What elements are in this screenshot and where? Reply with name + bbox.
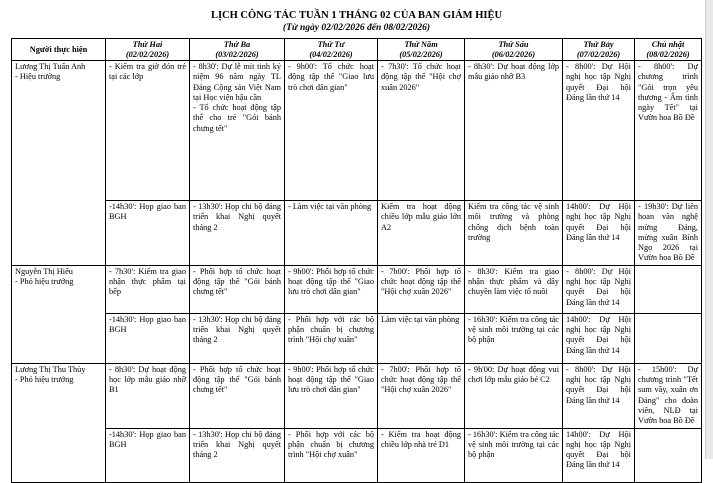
header-day-tue: [190, 39, 285, 61]
document-title: LỊCH CÔNG TÁC TUẦN 1 THÁNG 02 CỦA BAN GIÁM HIỆU: [210, 10, 503, 21]
schedule-cell: - 8h00': Dự Hội nghị học tập Nghị quyết Đại hội Đảng lần thứ 14: [563, 61, 635, 201]
day-name: Thứ Sáu: [498, 40, 529, 49]
header-person: Người thực hiện: [12, 39, 106, 61]
schedule-cell: - Phối hợp tổ chức hoạt động tập thể "Gói bánh chưng tết": [190, 265, 285, 313]
schedule-cell: [635, 313, 702, 363]
schedule-cell: - 8h30': Dự lễ mít tinh kỷ niệm 96 năm ngày TL Đảng Cộng sản Việt Nam tại Học viện hậu cần - Tổ chức hoạt động tập thể cho trẻ "Gói bánh chưng tết": [190, 61, 285, 201]
schedule-cell: - 8h00': Dự Hội nghị học tập Nghị quyết Đại hội Đảng lần thứ 14: [563, 265, 635, 313]
schedule-cell: -14h30': Họp giao ban BGH: [106, 313, 190, 363]
schedule-cell: - 7h00': Phối hợp tổ chức hoạt động tập thể "Hội chợ xuân 2026": [378, 363, 465, 428]
schedule-cell: - 9h00': Phối hợp tổ chức hoạt động tập thể "Giao lưu trò chơi dân gian": [285, 265, 378, 313]
header-day-thu: [378, 39, 465, 61]
schedule-cell: - 8h30': Kiểm tra giao nhận thực phẩm và dây chuyền làm việc tổ nuôi: [465, 265, 563, 313]
schedule-cell: - 19h30': Dự liên hoan văn nghệ mừng Đảng, mừng xuân Bính Ngọ 2026 tại Vườn hoa Bồ Đề: [635, 201, 702, 266]
day-name: Thứ Năm: [404, 40, 438, 49]
schedule-cell: 14h00': Dự Hội nghị học tập Nghị quyết Đại hội Đảng lần thứ 14: [563, 428, 635, 482]
schedule-row-morning: [12, 61, 702, 201]
schedule-cell: 14h00': Dự Hội nghị học tập Nghị quyết Đại hội Đảng lần thứ 14: [563, 201, 635, 266]
schedule-row-morning: [12, 363, 702, 428]
schedule-cell: Kiểm tra hoạt động chiều lớp mẫu giáo lớn A2: [378, 201, 465, 266]
schedule-row-afternoon: [12, 201, 702, 266]
schedule-row-afternoon: [12, 428, 702, 482]
schedule-cell: - 15h00': Dự chương trình "Tết sum vầy, xuân ơn Đảng" cho đoàn viên, NLĐ tại Vườn hoa Bồ Đề: [635, 363, 702, 428]
schedule-cell: - 7h30': Kiểm tra giao nhận thực phẩm tại bếp: [106, 265, 190, 313]
person-name: Nguyễn Thị Hiếu: [15, 266, 73, 276]
schedule-cell: - 13h30': Họp chi bộ đảng triển khai Nghị quyết tháng 2: [190, 201, 285, 266]
person-role: - Hiệu trưởng: [15, 72, 61, 82]
schedule-cell: - Kiểm tra hoạt động chiều lớp nhà trẻ D1: [378, 428, 465, 482]
schedule-cell: - 9h'00: Dự hoạt động vui chơi lớp mẫu giáo bé C2: [465, 363, 563, 428]
day-date: (04/02/2026): [309, 49, 353, 59]
day-date: (05/02/2026): [399, 49, 443, 59]
schedule-table: [11, 38, 702, 483]
schedule-cell: - 16h30': Kiểm tra công tác vệ sinh môi trường tại các bộ phận: [465, 428, 563, 482]
schedule-row-afternoon: [12, 313, 702, 363]
schedule-cell: - 16h30': Kiểm tra công tác vệ sinh môi trường tại các bộ phận: [465, 313, 563, 363]
day-name: Thứ Bảy: [583, 40, 614, 49]
person-cell: [12, 61, 106, 266]
person-cell: [12, 265, 106, 363]
header-day-sat: [563, 39, 635, 61]
schedule-cell: - 7h00': Phối hợp tổ chức hoạt động tập thể "Hội chợ xuân 2026": [378, 265, 465, 313]
day-date: (03/02/2026): [215, 49, 259, 59]
schedule-cell: - 13h30': Họp chi bộ đảng triển khai Nghị quyết tháng 2: [190, 428, 285, 482]
schedule-cell: - Phối hợp tổ chức hoạt động tập thể "Gói bánh chưng tết": [190, 363, 285, 428]
schedule-cell: - 9h00': Phối hợp tổ chức hoạt động tập thể "Giao lưu trò chơi dân gian": [285, 363, 378, 428]
schedule-cell: 14h00': Dự Hội nghị học tập Nghị quyết Đại hội Đảng lần thứ 14: [563, 313, 635, 363]
schedule-cell: [635, 265, 702, 313]
person-name: Lương Thị Tuấn Anh: [15, 62, 86, 71]
person-cell: [12, 363, 106, 482]
header-day-mon: [106, 39, 190, 61]
schedule-cell: -14h30': Họp giao ban BGH: [106, 201, 190, 266]
day-date: (07/02/2026): [576, 49, 621, 59]
document-subtitle: (Từ ngày 02/02/2026 đến 08/02/2026): [282, 23, 431, 33]
person-role: - Phó hiệu trưởng: [15, 277, 74, 287]
schedule-cell: - Phối hợp với các bộ phận chuẩn bị chương trình "Hội chợ xuân": [285, 313, 378, 363]
day-date: (08/02/2026): [646, 49, 690, 59]
day-date: (02/02/2026): [125, 49, 170, 59]
day-name: Chủ nhật: [651, 40, 685, 49]
schedule-cell: - 8h30': Dự hoạt động lớp mẫu giáo nhỡ B3: [465, 61, 563, 201]
header-day-wed: [285, 39, 378, 61]
day-name: Thứ Ba: [223, 40, 251, 49]
schedule-cell: - Làm việc tại văn phòng: [285, 201, 378, 266]
day-name: Thứ Hai: [132, 40, 163, 49]
header-day-fri: [465, 39, 563, 61]
schedule-cell: Làm việc tại văn phòng: [378, 313, 465, 363]
day-name: Thứ Tư: [317, 40, 345, 49]
schedule-cell: - 13h30': Họp chi bộ đảng triển khai Nghị quyết tháng 2: [190, 313, 285, 363]
schedule-row-morning: [12, 265, 702, 313]
schedule-cell: - 7h30': Tổ chức hoạt động tập thể "Hội chợ xuân 2026": [378, 61, 465, 201]
schedule-cell: - 8h30': Dự hoạt động học lớp mẫu giáo nhỡ B1: [106, 363, 190, 428]
schedule-cell: -14h30': Họp giao ban BGH: [106, 428, 190, 482]
schedule-cell: - Kiểm tra giờ đón trẻ tại các lớp: [106, 61, 190, 201]
header-row: [12, 39, 702, 61]
schedule-cell: - 8h00': Dự chương trình "Gói trọn yêu thương - Ấm tình ngày Tết" tại Vườn hoa Bồ Đề: [635, 61, 702, 201]
schedule-cell: Kiểm tra công tác vệ sinh môi trường và phòng chống dịch bệnh toàn trường: [465, 201, 563, 266]
schedule-cell: - Phối hợp với các bộ phận chuẩn bị chương trình "Hội chợ xuân": [285, 428, 378, 482]
schedule-cell: [635, 428, 702, 482]
day-date: (06/02/2026): [491, 49, 536, 59]
schedule-cell: - 8h00': Dự Hội nghị học tập Nghị quyết Đại hội Đảng lần thứ 14: [563, 363, 635, 428]
person-name: Lương Thị Thu Thủy: [15, 364, 86, 374]
header-day-sun: [635, 39, 702, 61]
schedule-cell: - 9h00': Tổ chức hoạt động tập thể "Giao lưu trò chơi dân gian": [285, 61, 378, 201]
window-edge: [705, 0, 713, 459]
person-role: - Phó hiệu trưởng: [15, 375, 74, 385]
